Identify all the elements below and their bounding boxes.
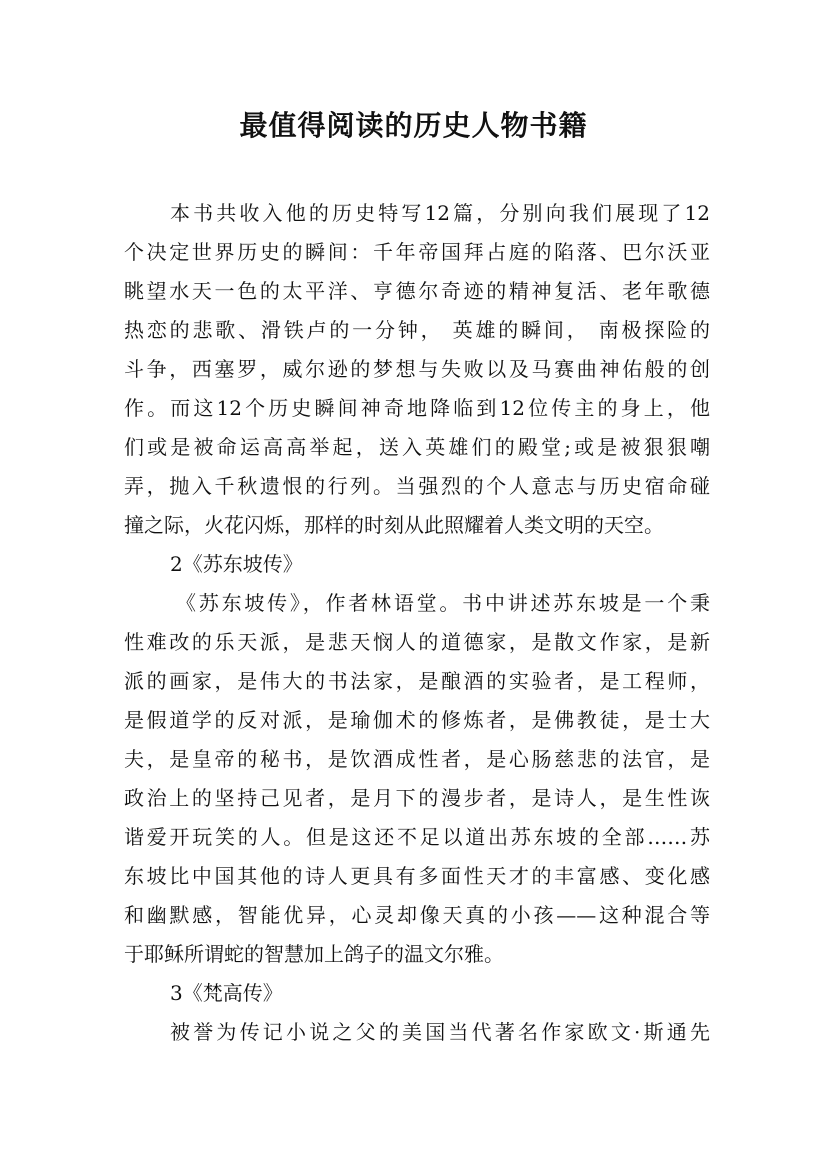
paragraph-line: 谐爱开玩笑的人。但是这还不足以道出苏东坡的全部……苏 — [124, 825, 710, 849]
paragraph-line: 政治上的坚持己见者，是月下的漫步者，是诗人，是生性诙 — [124, 786, 710, 810]
document-title: 最值得阅读的历史人物书籍 — [239, 109, 588, 142]
paragraph-line: 弄，抛入千秋遗恨的行列。当强烈的个人意志与历史宿命碰 — [124, 474, 710, 498]
section-heading: 3《梵高传》 — [170, 981, 283, 1005]
paragraph-line: 们或是被命运高高举起，送入英雄们的殿堂;或是被狠狠嘲 — [124, 435, 710, 459]
paragraph-line: 斗争，西塞罗，威尔逊的梦想与失败以及马赛曲神佑般的创 — [124, 357, 710, 381]
paragraph-line: 《苏东坡传》，作者林语堂。书中讲述苏东坡是一个秉 — [176, 591, 710, 615]
paragraph-line: 和幽默感，智能优异，心灵却像天真的小孩——这种混合等 — [124, 903, 710, 927]
paragraph-line: 撞之际，火花闪烁，那样的时刻从此照耀着人类文明的天空。 — [124, 513, 664, 537]
paragraph-line: 眺望水天一色的太平洋、亨德尔奇迹的精神复活、老年歌德 — [124, 279, 710, 303]
paragraph-line: 作。而这12个历史瞬间神奇地降临到12位传主的身上，他 — [124, 396, 710, 420]
paragraph-line: 夫，是皇帝的秘书，是饮酒成性者，是心肠慈悲的法官，是 — [124, 747, 710, 771]
document-body — [124, 194, 710, 1052]
paragraph-line: 被誉为传记小说之父的美国当代著名作家欧文·斯通先 — [170, 1020, 710, 1044]
paragraph-line: 本书共收入他的历史特写12篇，分别向我们展现了12 — [170, 201, 710, 225]
paragraph-line: 性难改的乐天派，是悲天悯人的道德家，是散文作家，是新 — [124, 630, 710, 654]
section-heading: 2《苏东坡传》 — [170, 552, 303, 576]
paragraph-line: 个决定世界历史的瞬间：千年帝国拜占庭的陷落、巴尔沃亚 — [124, 240, 710, 264]
paragraph-line: 东坡比中国其他的诗人更具有多面性天才的丰富感、变化感 — [124, 864, 710, 888]
paragraph-line: 派的画家，是伟大的书法家，是酿酒的实验者，是工程师， — [124, 669, 710, 693]
paragraph-line: 是假道学的反对派，是瑜伽术的修炼者，是佛教徒，是士大 — [124, 708, 710, 732]
paragraph-line: 于耶稣所谓蛇的智慧加上鸽子的温文尔雅。 — [124, 942, 504, 966]
paragraph-line: 热恋的悲歌、滑铁卢的一分钟， 英雄的瞬间， 南极探险的 — [124, 318, 710, 342]
